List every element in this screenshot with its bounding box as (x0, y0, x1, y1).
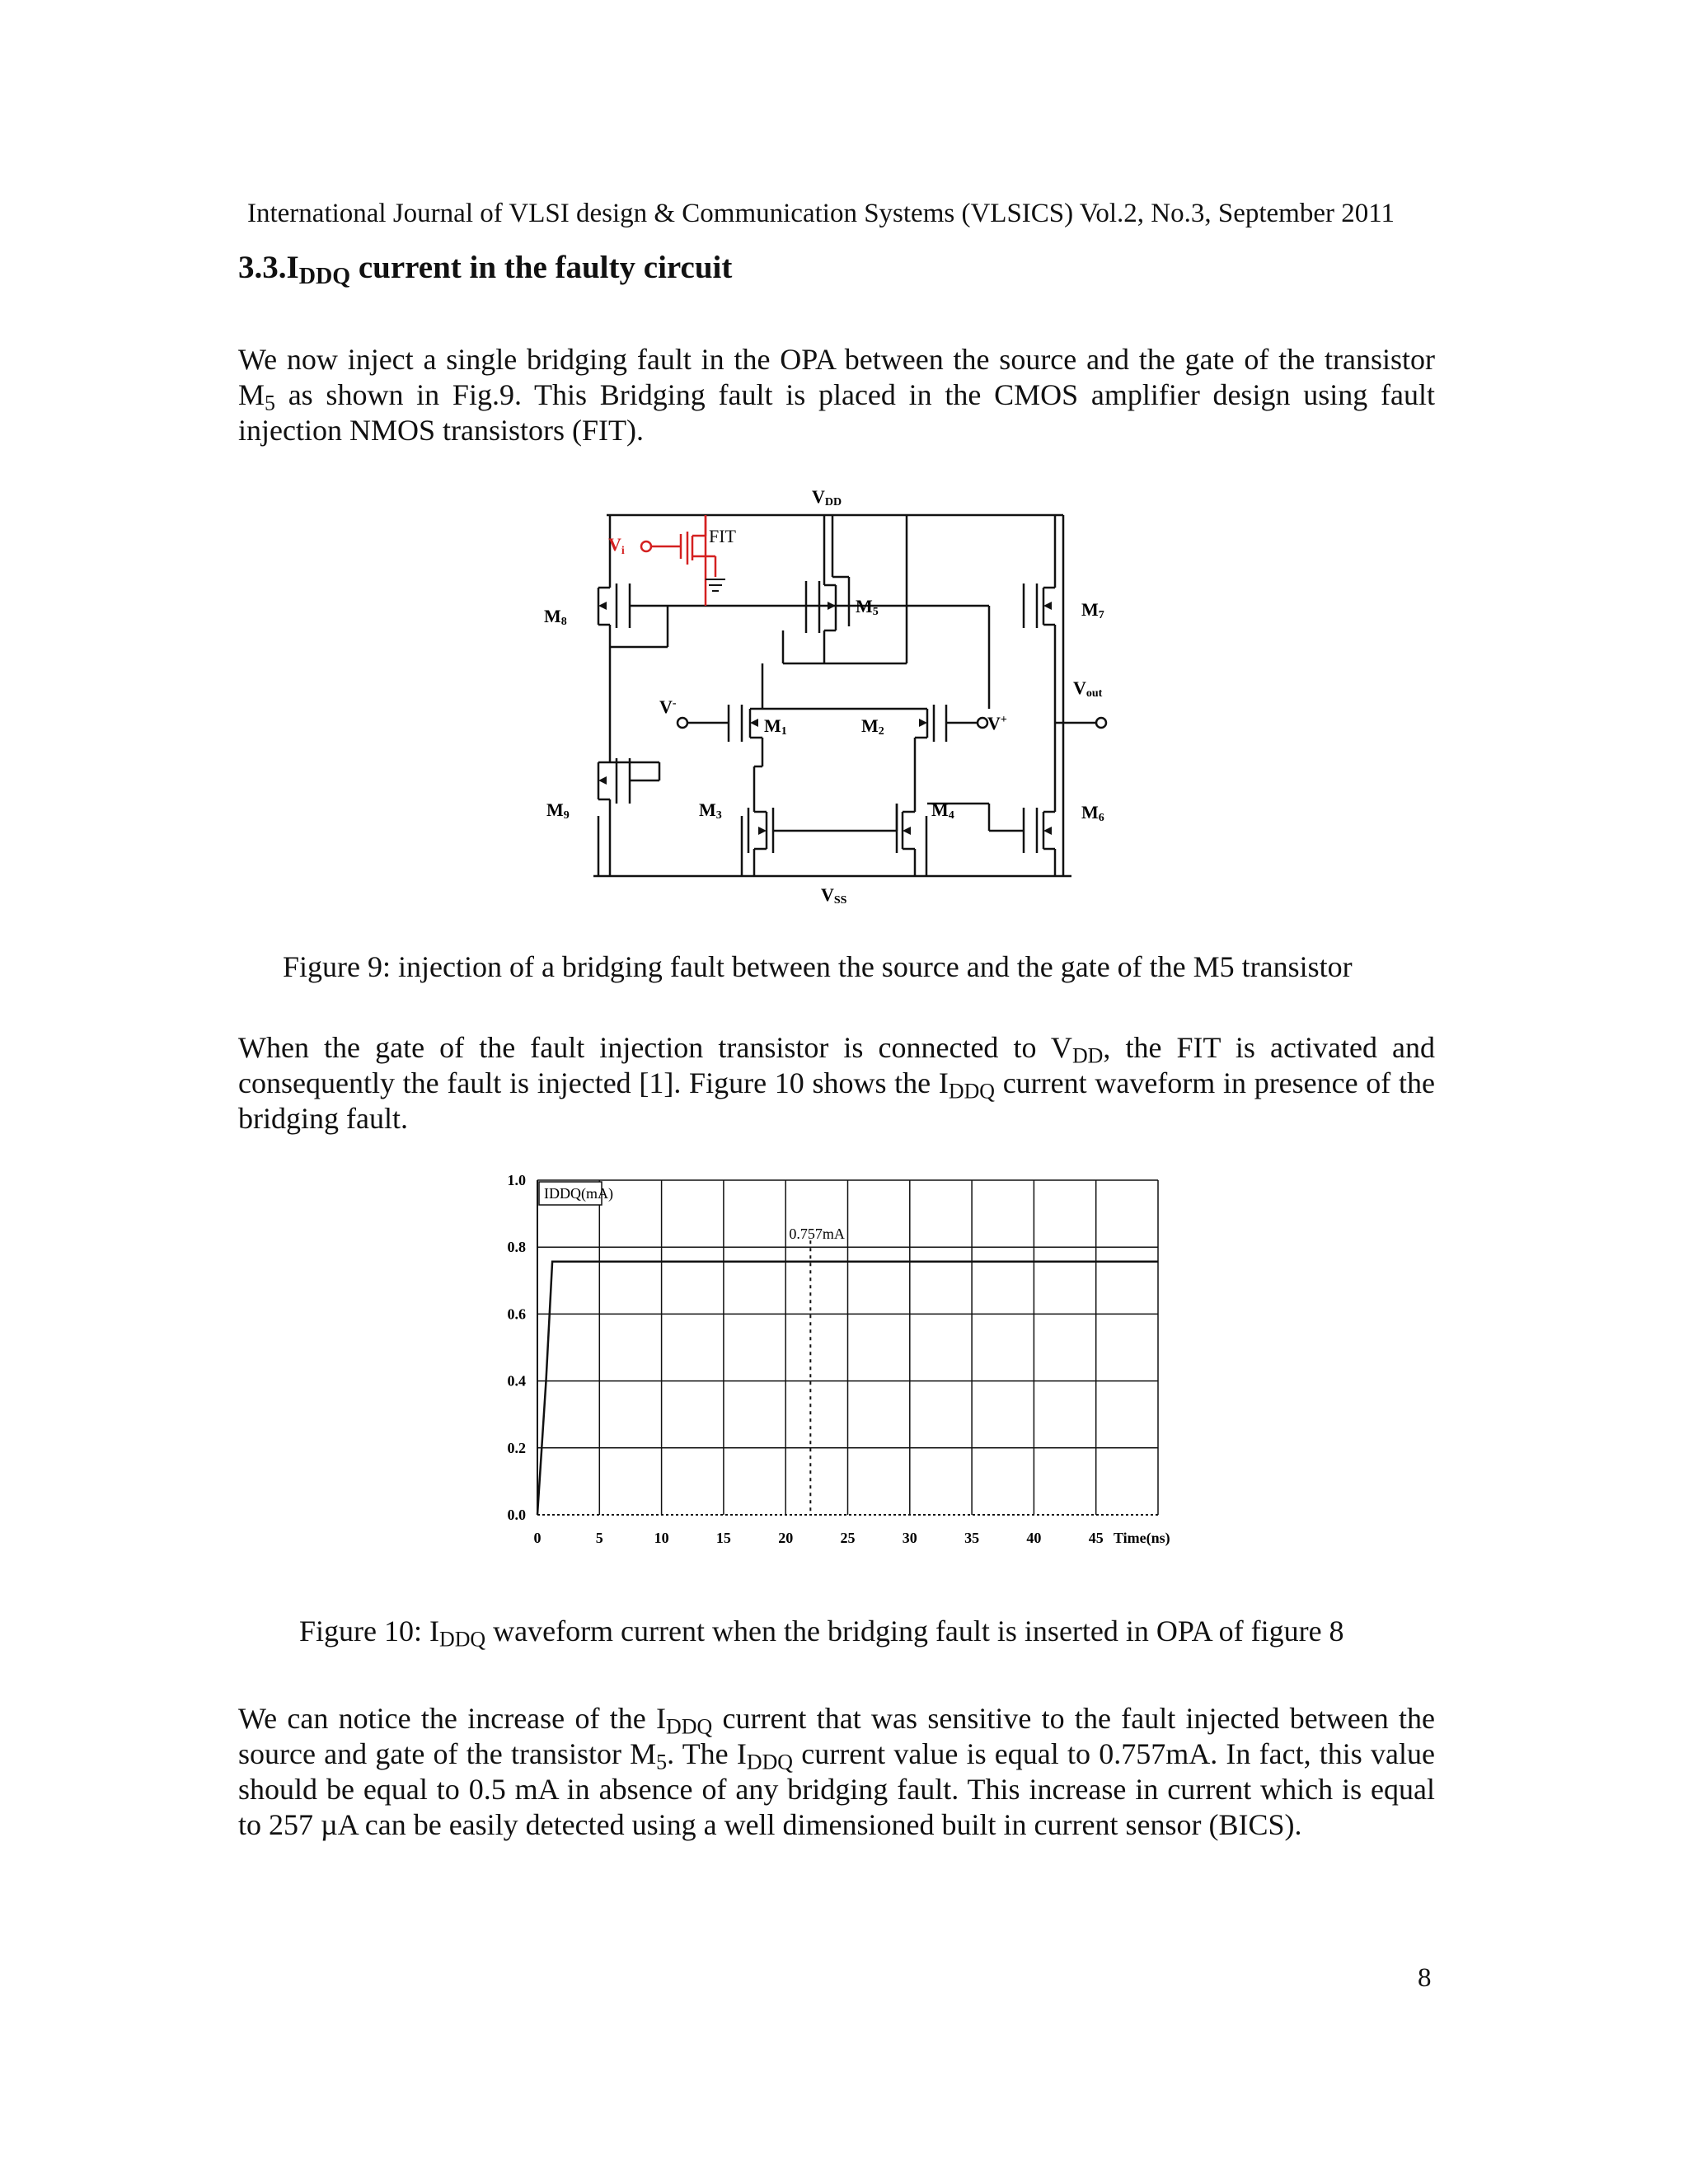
chart-x-tick-label: 35 (964, 1530, 980, 1546)
vdd-label: VDD (812, 486, 842, 509)
figure-9-schematic (0, 0, 1688, 923)
chart-y-tick-label: 0.8 (507, 1239, 526, 1256)
m8-label: M8 (544, 606, 567, 628)
vplus-label: V+ (987, 713, 1007, 733)
m5-label: M5 (856, 596, 879, 618)
m2-label: M2 (861, 715, 884, 738)
chart-x-tick-label: 10 (654, 1530, 669, 1546)
chart-y-tick-label: 0.6 (507, 1305, 526, 1323)
chart-x-tick-label: 45 (1088, 1530, 1104, 1546)
paragraph-conclusion: We can notice the increase of the $I_{DDQ}$ current that was sensitive to the fault injected between the source and gate of the transistor $M_5$. The $I_{DDQ}$ current value is equal to 0.757mA. In fact, this value should be equal to 0.5 mA in absence of any bridging fault. This increase in current which is equal to 257 µA can be easily detected using a well dimensioned built in current sensor (BICS). (238, 1702, 1435, 1841)
paragraph-intro: We now inject a single bridging fault in the OPA between the source and the gate of the transistor $M_5$ as shown in Fig.9. This Bridging fault is placed in the CMOS amplifier design using fault injection NMOS transistors (FIT). (238, 343, 1435, 447)
chart-x-tick-label: 5 (595, 1530, 603, 1546)
chart-x-tick-label: 20 (778, 1530, 794, 1546)
chart-y-tick-label: 1.0 (507, 1172, 526, 1188)
m1-label: M1 (764, 715, 787, 738)
figure-10-chart (478, 1162, 1170, 1558)
vss-label: VSS (821, 884, 847, 907)
fit-label: FIT (709, 526, 736, 546)
paragraph-fault-activation: When the gate of the fault injection transistor is connected to $V_{DD}$, the FIT is activated and consequently the fault is injected [1]. Figure 10 shows the $I_{DDQ}$ current waveform in presence of the bridging fault. (238, 1031, 1435, 1135)
m4-label: M4 (931, 799, 954, 822)
chart-y-axis-label: IDDQ(mA) (544, 1185, 613, 1202)
m7-label: M7 (1081, 599, 1104, 621)
vout-label: Vout (1073, 677, 1103, 700)
chart-x-tick-label: 30 (902, 1530, 917, 1546)
chart-annotation-label: 0.757mA (789, 1226, 845, 1243)
chart-x-tick-label: 25 (840, 1530, 856, 1546)
vi-label: Vi (608, 534, 625, 557)
running-header: International Journal of VLSI design & Communication Systems (VLSICS) Vol.2, No.3, September 2011 (247, 199, 1395, 228)
chart-x-axis-label: Time(ns) (1114, 1530, 1170, 1546)
chart-x-tick-label: 40 (1026, 1530, 1042, 1546)
vminus-label: V- (659, 696, 677, 717)
m6-label: M6 (1081, 802, 1104, 824)
chart-y-tick-label: 0.2 (507, 1439, 526, 1456)
chart-y-tick-label: 0.4 (507, 1372, 526, 1390)
figure-10-caption: Figure 10: $I_{DDQ}$ waveform current when the bridging fault is inserted in OPA of figure 8 (299, 1615, 1344, 1652)
chart-x-tick-label: 15 (715, 1530, 731, 1546)
figure-9-caption: Figure 9: injection of a bridging fault between the source and the gate of the M5 transistor (283, 950, 1353, 983)
chart-x-tick-label: 0 (533, 1530, 542, 1546)
chart-y-tick-label: 0.0 (507, 1507, 526, 1523)
m3-label: M3 (699, 799, 722, 822)
page-number: 8 (1418, 1963, 1432, 1993)
section-heading: $3.3.I_{DDQ}$ current in the faulty circuit (238, 250, 733, 290)
m9-label: M9 (546, 799, 570, 822)
